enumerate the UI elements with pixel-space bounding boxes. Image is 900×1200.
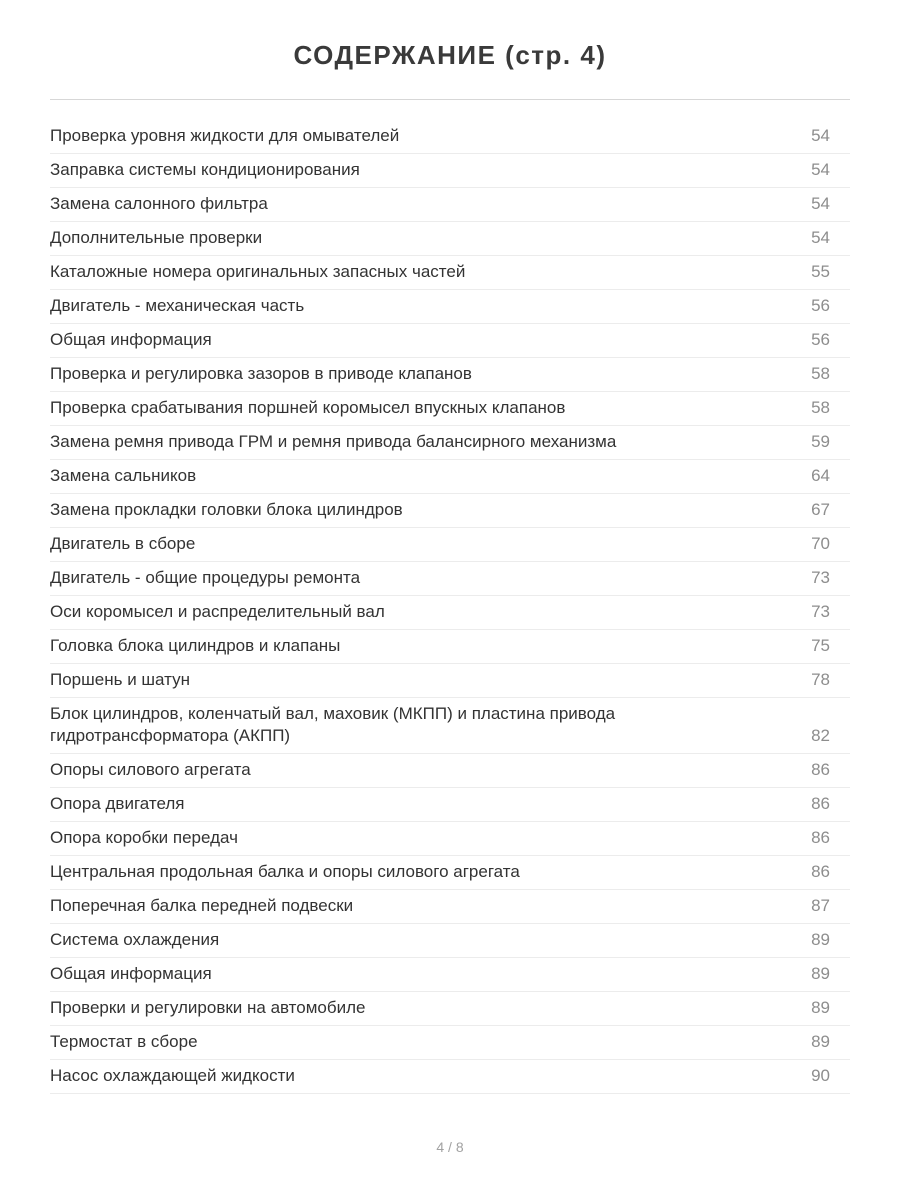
toc-entry[interactable] [50,358,850,392]
toc-entry[interactable] [50,222,850,256]
toc-list [50,120,850,1094]
toc-entry-page-number: 55 [811,262,830,281]
toc-entry[interactable] [50,630,850,664]
toc-entry[interactable] [50,754,850,788]
toc-entry-label: Головка блока цилиндров и клапаны [50,636,341,655]
toc-entry-label: Блок цилиндров, коленчатый вал, маховик (МКПП) и пластина привода гидротрансформатора (АКПП) [50,704,616,745]
toc-entry-page-number: 73 [811,568,830,587]
page-indicator: 4 / 8 [436,1139,464,1155]
toc-entry-page-number: 56 [811,330,830,349]
toc-entry-label: Термостат в сборе [50,1032,198,1051]
toc-entry-page-number: 89 [811,964,830,983]
page-title: СОДЕРЖАНИЕ (стр. 4) [293,40,607,70]
toc-entry[interactable] [50,324,850,358]
toc-entry-label: Оси коромысел и распределительный вал [50,602,385,621]
toc-entry-page-number: 86 [811,794,830,813]
toc-entry[interactable] [50,562,850,596]
toc-entry-label: Поршень и шатун [50,670,190,689]
toc-entry-label: Общая информация [50,330,212,349]
toc-entry-label: Замена ремня привода ГРМ и ремня привода балансирного механизма [50,432,617,451]
toc-entry[interactable] [50,290,850,324]
toc-entry[interactable] [50,460,850,494]
toc-entry[interactable] [50,1060,850,1094]
toc-entry-label: Проверка и регулировка зазоров в приводе клапанов [50,364,472,383]
toc-entry-page-number: 56 [811,296,830,315]
toc-entry[interactable] [50,188,850,222]
toc-entry-page-number: 58 [811,398,830,417]
toc-entry-page-number: 86 [811,862,830,881]
toc-entry-label: Поперечная балка передней подвески [50,896,354,915]
toc-entry[interactable] [50,856,850,890]
toc-entry[interactable] [50,494,850,528]
toc-entry[interactable] [50,822,850,856]
toc-entry[interactable] [50,528,850,562]
toc-entry-page-number: 59 [811,432,830,451]
toc-entry-label: Двигатель - механическая часть [50,296,305,315]
toc-entry-page-number: 89 [811,930,830,949]
toc-entry[interactable] [50,596,850,630]
toc-entry-label: Замена прокладки головки блока цилиндров [50,500,403,519]
toc-entry-label: Замена сальников [50,466,197,485]
toc-entry-page-number: 82 [811,726,830,745]
toc-entry-page-number: 87 [811,896,830,915]
toc-entry-label: Каталожные номера оригинальных запасных частей [50,262,466,281]
toc-entry-page-number: 70 [811,534,830,553]
toc-entry[interactable] [50,256,850,290]
toc-entry[interactable] [50,426,850,460]
toc-entry-page-number: 64 [811,466,830,485]
toc-entry-page-number: 73 [811,602,830,621]
toc-entry-label: Проверки и регулировки на автомобиле [50,998,366,1017]
toc-entry[interactable] [50,924,850,958]
toc-entry-page-number: 86 [811,760,830,779]
toc-entry-page-number: 54 [811,194,830,213]
toc-entry-page-number: 78 [811,670,830,689]
toc-entry[interactable] [50,698,850,754]
toc-entry[interactable] [50,664,850,698]
toc-entry[interactable] [50,788,850,822]
toc-entry-label: Проверка уровня жидкости для омывателей [50,126,400,145]
toc-entry-label: Опоры силового агрегата [50,760,251,779]
toc-entry-label: Двигатель в сборе [50,534,196,553]
toc-entry-page-number: 67 [811,500,830,519]
toc-entry-label: Система охлаждения [50,930,220,949]
toc-entry-page-number: 75 [811,636,830,655]
toc-entry-label: Двигатель - общие процедуры ремонта [50,568,361,587]
toc-entry-label: Общая информация [50,964,212,983]
title-divider [50,99,850,100]
toc-entry-label: Насос охлаждающей жидкости [50,1066,295,1085]
toc-entry-label: Заправка системы кондиционирования [50,160,360,179]
toc-entry[interactable] [50,992,850,1026]
toc-entry-page-number: 89 [811,998,830,1017]
toc-entry-page-number: 54 [811,126,830,145]
toc-entry[interactable] [50,154,850,188]
toc-entry-page-number: 86 [811,828,830,847]
toc-entry[interactable] [50,392,850,426]
toc-entry-label: Опора двигателя [50,794,185,813]
toc-entry-label: Центральная продольная балка и опоры силового агрегата [50,862,520,881]
toc-entry[interactable] [50,958,850,992]
toc-entry-page-number: 54 [811,160,830,179]
toc-entry-page-number: 58 [811,364,830,383]
toc-entry[interactable] [50,890,850,924]
toc-entry-label: Опора коробки передач [50,828,238,847]
toc-entry-page-number: 90 [811,1066,830,1085]
toc-entry[interactable] [50,1026,850,1060]
toc-entry-label: Замена салонного фильтра [50,194,268,213]
toc-entry-page-number: 89 [811,1032,830,1051]
toc-entry-page-number: 54 [811,228,830,247]
toc-entry[interactable] [50,120,850,154]
toc-page [0,40,900,1200]
toc-entry-label: Дополнительные проверки [50,228,263,247]
toc-entry-label: Проверка срабатывания поршней коромысел впускных клапанов [50,398,566,417]
